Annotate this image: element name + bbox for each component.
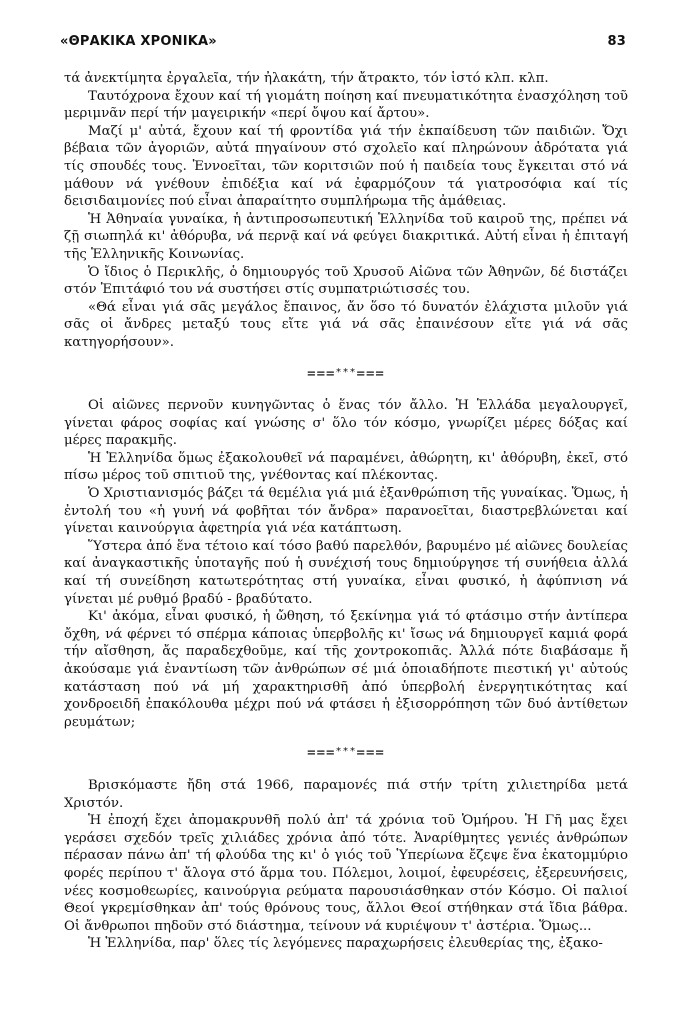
- paragraph: Βρισκόμαστε ἤδη στά 1966, παραμονές πιά στήν τρίτη χιλιετηρίδα μετά Χριστόν.: [64, 777, 628, 811]
- section-divider: [64, 745, 628, 764]
- paragraph: Ἡ Ἀθηναία γυναίκα, ἡ ἀντιπροσωπευτική Ἑλληνίδα τοῦ καιροῦ της, πρέπει νά ζῇ σιωπηλά κι' ἀθόρυβα, νά περνᾷ καί νά φεύγει διακριτικά. Αὐτή εἶναι ἡ ἐπιταγή τῆς Ἑλληνικῆς Κοινωνίας.: [64, 211, 628, 262]
- divider-right: ===: [356, 365, 385, 382]
- paragraph: Ταυτόχρονα ἔχουν καί τή γιομάτη ποίηση καί πνευματικότητα ἐνασχόληση τοῦ μεριμνᾶν περί τήν μαγειρικήν «περί ὄψου καί ἄρτου».: [64, 88, 628, 122]
- paragraph: Ἡ Ἑλληνίδα ὅμως ἐξακολουθεῖ νά παραμένει, ἀθώρητη, κι' ἀθόρυβη, ἐκεῖ, στό πίσω μέρος τοῦ σπιτιοῦ της, γνέθοντας καί πλέκοντας.: [64, 450, 628, 484]
- divider-left: ===: [307, 745, 336, 762]
- divider-stars: ***: [335, 746, 357, 758]
- paragraph: Ὕστερα ἀπό ἕνα τέτοιο καί τόσο βαθύ παρελθόν, βαρυμένο μέ αἰῶνες δουλείας καί ἀναγκαστικῆς ὑποταγῆς πού ἡ συνέχισή τους δημιούργησε τή συνήθεια ἀλλά καί τή συνείδηση κατωτερότητας στή γυναίκα, εἶναι φυσικό, ἡ ἀφύπνιση νά γίνεται μέ ρυθμό βραδύ - βραδύτατο.: [64, 538, 628, 607]
- quote-paragraph: «Θά εἶναι γιά σᾶς μεγάλος ἔπαινος, ἄν ὅσο τό δυνατόν ἐλάχιστα μιλοῦν γιά σᾶς οἱ ἄνδρες μεταξύ τους εἴτε γιά νά σᾶς ἐπαινέσουν εἴτε γιά νά σᾶς κατηγορήσουν».: [64, 299, 628, 350]
- divider-stars: ***: [335, 366, 357, 378]
- divider-left: ===: [307, 365, 336, 382]
- page-number: 83: [607, 34, 626, 49]
- paragraph: Ἡ Ἑλληνίδα, παρ' ὅλες τίς λεγόμενες παραχωρήσεις ἐλευθερίας της, ἐξακο-: [88, 936, 603, 952]
- paragraph: Ὁ Χριστιανισμός βάζει τά θεμέλια γιά μιά ἐξανθρώπιση τῆς γυναίκας. Ὅμως, ἡ ἐντολή του «ἡ γυνή νά φοβῆται τόν ἄνδρα» παρανοεῖται, διαστρεβλώνεται καί γίνεται καινούργια ἀφετηρία γιά νέα κατάπτωση.: [64, 486, 628, 537]
- paragraph: Κι' ἀκόμα, εἶναι φυσικό, ἡ ὤθηση, τό ξεκίνημα γιά τό φτάσιμο στήν ἀντίπερα ὄχθη, νά φέρνει τό σπέρμα κάποιας ὑπερβολῆς κι' ἴσως νά δημιουργεῖ καμιά φορά τήν αἴσθηση, ἄς παραδεχθοῦμε, καί τῆς χοντροκοπιᾶς. Ἀλλά πότε διαβάσαμε ἤ ἀκούσαμε γιά ἐναντίωση τῶν ἀνθρώπων σέ μιά ὁποιαδήποτε πιεστική γι' αὐτούς κατάσταση πού νά μή χαρακτηρισθῆ ἀπό ὑπερβολή ἐνεργητικότητας καί χονδροειδῆ ἐπακόλουθα μέχρι πού νά φτάσει ἡ ἐξισορρόπηση τῶν δυό ἀντίθετων ρευμάτων;: [64, 609, 628, 730]
- paragraph: Ὁ ἴδιος ὁ Περικλῆς, ὁ δημιουργός τοῦ Χρυσοῦ Αἰῶνα τῶν Ἀθηνῶν, δέ διστάζει στόν Ἐπιτάφιό του νά συστήσει στίς συμπατριώτισσές του.: [64, 264, 628, 298]
- paragraph: Οἱ αἰῶνες περνοῦν κυνηγῶντας ὁ ἕνας τόν ἄλλο. Ἡ Ἑλλάδα μεγαλουργεῖ, γίνεται φάρος σοφίας καί γνώσης σ' ὅλο τόν κόσμο, γνωρίζει μέρες δόξας καί μέρες παρακμῆς.: [64, 398, 628, 449]
- paragraph: Μαζί μ' αὐτά, ἔχουν καί τή φροντίδα γιά τήν ἐκπαίδευση τῶν παιδιῶν. Ὄχι βέβαια τῶν ἀγοριῶν, αὐτά πηγαίνουν στό σχολεῖο καί πληρώνουν ἁδρότατα γιά τίς σπουδές τους. Ἐννοεῖται, τῶν κοριτσιῶν πού ἡ παιδεία τους ἔγκειται στό νά μάθουν νά γνέθουν ἐπιδέξια καί νά ἐφαρμόζουν τά γιατροσόφια καί τίς δεισιδαιμονίες πού εἶναι ἀπαραίτητο συμπλήρωμα τῆς ἀμάθειας.: [64, 123, 628, 210]
- paragraph: τά ἀνεκτίμητα ἐργαλεῖα, τήν ἠλακάτη, τήν ἄτρακτο, τόν ἱστό κλπ. κλπ.: [64, 71, 549, 86]
- running-header: [60, 34, 626, 49]
- section-divider: [64, 366, 628, 385]
- divider-right: ===: [356, 745, 385, 762]
- article-body: [64, 70, 628, 953]
- paragraph: Ἡ ἐποχή ἔχει ἀπομακρυνθῆ πολύ ἀπ' τά χρόνια τοῦ Ὁμήρου. Ἡ Γῆ μας ἔχει γεράσει σχεδόν τρεῖς χιλιάδες χρόνια ἀπό τότε. Ἀναρίθμητες γενιές ἀνθρώπων πέρασαν πάνω ἀπ' τή φλούδα της κι' ὁ γιός τοῦ Ὑπερίωνα ἔζεψε ἕνα ἑκατομμύριο φορές περίπου τ' ἄλογα στό ἅρμα του. Πόλεμοι, λοιμοί, ἐφευρέσεις, ἐξερευνήσεις, νέες κοσμοθεωρίες, καινούργια ρεύματα παρουσιάσθηκαν στόν Κόσμο. Οἱ παλιοί Θεοί γκρεμίσθηκαν ἀπ' τούς θρόνους τους, ἄλλοι Θεοί στήθηκαν στά ἴδια βάθρα. Οἱ ἄνθρωποι πηδοῦν στό διάστημα, τείνουν νά κυριέψουν τ' ἀστέρια. Ὅμως...: [64, 813, 628, 934]
- journal-title: «ΘΡΑΚΙΚΑ ΧΡΟΝΙΚΑ»: [60, 34, 217, 49]
